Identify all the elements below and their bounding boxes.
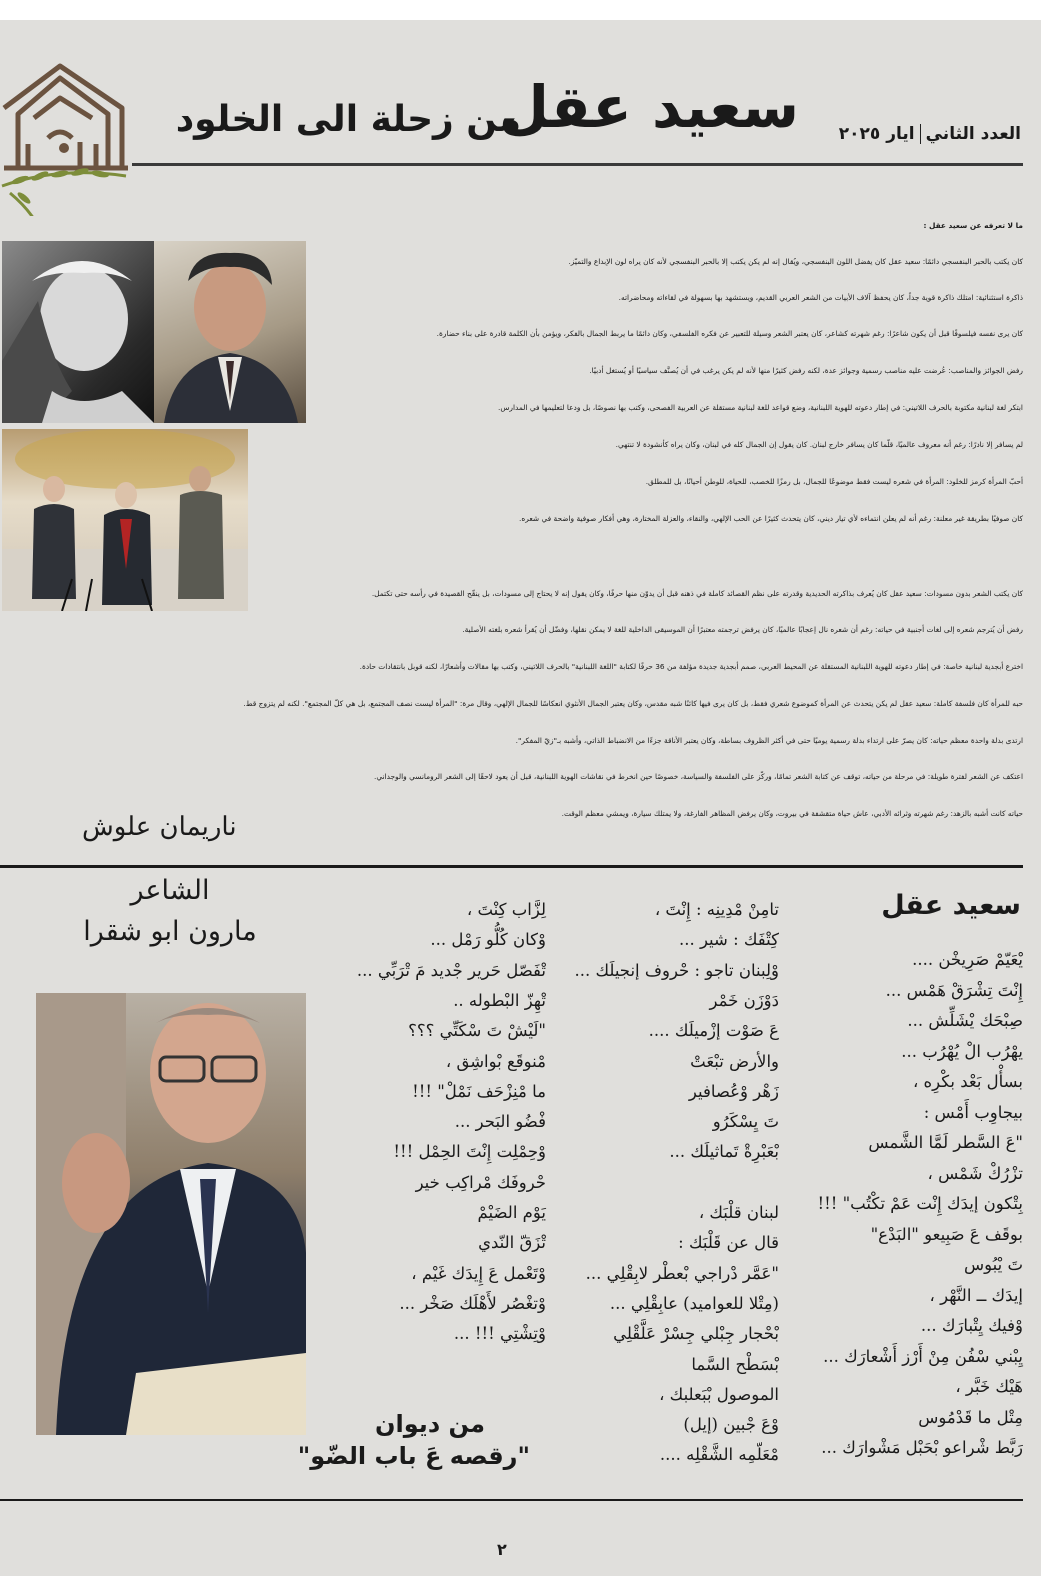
- poem-line: إِنْتَ تِشْرَقْ هَمْس ...: [885, 980, 1023, 1000]
- article-paragraph: ما لا تعرفه عن سعيد عقل :: [923, 221, 1023, 230]
- article-paragraph: كان صوفيًا بطريقة غير معلنة: رغم أنه لم يعلن انتماءه لأي تيار ديني، كان يتحدث كثيرًا عن الحب الإلهي، والنقاء، والعزلة المختارة، وهي أفكار صوفية واضحة في شعره.: [519, 514, 1023, 523]
- poem-line: بِتْكون إيدَك إِنْت عَمْ تكْتُب" !!!: [817, 1194, 1023, 1213]
- poem-line: تْهِزّ البْطوله ..: [453, 990, 546, 1010]
- poem-line: تزْرُكْ شَمْس ،: [927, 1163, 1023, 1183]
- poem-line: بسأْل بَعْد بكْرِه ،: [912, 1072, 1023, 1091]
- poem-line: لِزَّاب كِنْتَ ،: [466, 900, 546, 919]
- poem-line: عَ صَوْت إزْميلَك ....: [648, 1021, 779, 1041]
- poem-line: "عَمَّر دْراجي بْعطْر لابِقْلِي ...: [585, 1263, 779, 1283]
- page-number: ٢: [497, 1540, 507, 1559]
- magazine-logo: [0, 58, 132, 216]
- issue-info: [839, 124, 1021, 144]
- poem-line: بوقَف عَ صَبِيعو "البَدْع": [870, 1224, 1023, 1244]
- poem-line: مْعَلّمِه الشَّقْلِه ....: [659, 1445, 779, 1465]
- article-paragraph: حياته كانت أشبه بالزهد: رغم شهرته وثرائه الأدبي، عاش حياة متقشفة في بيروت، وكان يرفض المظاهر الفارغة، ولا يمتلك سيارة، ويمشي معظم الوقت.: [561, 809, 1023, 818]
- poem-line: وْعَ جْبين (إيل): [683, 1415, 779, 1435]
- poem-line: بْعَبْرِةْ تَماثيلَك ...: [669, 1142, 779, 1162]
- book-label-prefix: من ديوان: [375, 1410, 485, 1438]
- book-title: "رقصه عَ باب الضّو": [297, 1442, 530, 1470]
- header-rule: [132, 163, 1023, 166]
- poem-line: (مِتْلا للعواميد) عابِقْلِي ...: [609, 1293, 779, 1313]
- issue-number: العدد الثاني: [925, 124, 1021, 144]
- poem-line: تْفَصّل حَرير جْديد مَ تْرَبِّي ...: [356, 960, 546, 980]
- poem-line: بيجاوِب أَمْس :: [923, 1102, 1023, 1122]
- article-paragraph: ذاكرة استثنائية: امتلك ذاكرة قوية جداً، كان يحفظ آلاف الأبيات من الشعر العربي القديم، ويستشهد بها بسهولة في لقاءاته ومحاضراته.: [618, 293, 1023, 302]
- article-paragraph: كان يكتب الشعر بدون مسودات: سعيد عقل كان يُعرف بذاكرته الحديدية وقدرته على نظم القصائد كاملة في ذهنه قبل أن يدوّن منها حرفًا، وكان يقول إنه لا يحتاج إلى مسودات، بل ينقّح القصيدة في رأسه حتى تكتمل.: [371, 589, 1023, 598]
- poem-line: الموصول بْبَعلبك ،: [659, 1384, 779, 1404]
- article-paragraph: رفض الجوائز والمناصب: عُرضت عليه مناصب رسمية وجوائز عدة، لكنه رفض كثيرًا منها لأنه لم يكن يرغب في أن يُصنَّف سياسيًا أو يُستغل أدبيًا.: [589, 366, 1023, 375]
- poem-line: تْزَقّ النّدي: [478, 1233, 546, 1253]
- photo-said-akl-portrait-bw: [2, 241, 154, 423]
- poem-line: وْتَعْمل عَ إِيدَك غَيْم ،: [411, 1263, 546, 1283]
- poem-line: وْفيك يِتْبارَك ...: [920, 1316, 1023, 1335]
- article-paragraph: كان يكتب بالحبر البنفسجي دائمًا: سعيد عقل كان يفضل اللون البنفسجي، ويُقال إنه لم يكن يكتب إلا بالحبر البنفسجي لأنه كان يراه لون الإبداع والتميّز.: [568, 257, 1023, 266]
- poem-line: والأرض تبْعَتْ: [690, 1051, 779, 1071]
- poem-line: بْسَطْح السَّما: [691, 1354, 779, 1374]
- poet-label-heading: الشاعر: [130, 875, 210, 906]
- poem-line: قال عن قَلْبَك :: [678, 1233, 779, 1253]
- poem-line: ما مْنِزْحَف نَمْلْ" !!!: [412, 1081, 546, 1101]
- poem-line: مِتْل ما قَدْمُوس: [918, 1407, 1023, 1427]
- photo-said-akl-portrait-color: [154, 241, 306, 423]
- article-paragraph: حبه للمرأة كان فلسفة كاملة: سعيد عقل لم يكن يتحدث عن المرأة كموضوع شعري فقط، بل كان يرى فيها كائنًا شبه مقدس، وكان يعتبر الجمال الأنثوي انعكاسًا للجمال الإلهي، وقال مرة: "المرأة ليست نصف المجتمع، بل هي كلّ المجتمع". لكنه لم يتزوج قط.: [243, 699, 1023, 708]
- poem-line: حْروفَك مْراكِب خير: [415, 1172, 546, 1192]
- poem-line: "لَيْشْ تَ سْكَتِّي ؟؟؟: [408, 1021, 546, 1041]
- poem-line: تَ يْبُوس: [963, 1255, 1023, 1274]
- poem-line: يِبْني سْفُن مِنْ أَرْز أَشْعارَك ...: [823, 1346, 1023, 1366]
- poem-line: كِتْفَك : شير ...: [678, 930, 779, 950]
- article-paragraph: اخترع أبجدية لبنانية خاصة: في إطار دعوته للهوية اللبنانية المستقلة عن المحيط العربي، صمم أبجدية جديدة مؤلفة من 36 حرفًا لكتابة "اللغة اللبنانية" بالحرف اللاتيني، وكتب بها مقالات وأشعارًا، لكنه قوبل بانتقادات حادة.: [359, 662, 1023, 671]
- poem-line: رَبَّط شْراعو بْحَبْل مَشْوارَك ...: [821, 1438, 1023, 1457]
- poem-line: "عَ السَّطر لَمَّا الشَّمس: [868, 1133, 1023, 1152]
- poem-line: وْحِمْلِت إِنْتَ الحِمْل !!!: [393, 1142, 546, 1162]
- poem-line: تامِنْ مْدِينِه : إِنْتَ ،: [654, 900, 779, 919]
- poem-line: لبنان قلْبَك ،: [698, 1203, 779, 1222]
- poem-line: يْعَيّمْ صَرِيخْن ....: [912, 950, 1023, 969]
- article-paragraph: أحبّ المرأة كرمز للخلود: المرأة في شعره ليست فقط موضوعًا للجمال، بل رمزًا للخصب، للحياة، للوطن أحيانًا، بل للمطلق.: [645, 477, 1023, 486]
- poet-name-label: مارون ابو شقرا: [83, 916, 257, 947]
- poem-line: هَيْك خَبَّر ،: [955, 1377, 1023, 1396]
- headline-title: سعيد عقل: [498, 73, 799, 141]
- poem-line: إيدَك ــ النَّهْر ،: [929, 1285, 1023, 1305]
- poem-line: وْتِشْتِي !!! ...: [453, 1324, 546, 1344]
- photo-maroun-abou-chakra: [36, 993, 306, 1435]
- photo-press-conference: [2, 429, 248, 611]
- magazine-page: [0, 20, 1041, 1576]
- poem-line: تَ يِسْكَرُو: [712, 1112, 779, 1132]
- article-paragraph: كان يرى نفسه فيلسوفًا قبل أن يكون شاعرًا: رغم شهرته كشاعر، كان يعتبر الشعر وسيلة للتعبير عن فكره الفلسفي، وكان دائمًا ما يربط الجمال بالفكر، ويؤمن بأن الكلمة قادرة على بناء حضارة.: [436, 329, 1023, 338]
- article-author: ناريمان علوش: [82, 812, 237, 842]
- poem-line: بْحْجار جِبْلي جِسْرْ عَلَّقْلِي: [613, 1324, 779, 1344]
- article-paragraph: اعتكف عن الشعر لفترة طويلة: في مرحلة من حياته، توقف عن كتابة الشعر تمامًا، وركّز على الفلسفة والسياسة، خصوصًا حين انخرط في نقاشات الهوية اللبنانية، قبل أن يعود لاحقًا إلى الشعر الرومانسي والوجداني.: [373, 772, 1023, 781]
- poem-line: يهْرُب الْ يُهْرُب ...: [901, 1041, 1023, 1061]
- poem-title: سعيد عقل: [881, 890, 1021, 921]
- issue-date: ايار ٢٠٢٥: [838, 124, 915, 144]
- poem-line: مْنوقَع بْواشِق ،: [445, 1051, 546, 1071]
- poem-line: دَوْزَن خَمْر: [709, 990, 779, 1010]
- article-paragraph: رفض أن يُترجم شعره إلى لغات أجنبية في حياته: رغم أن شعره نال إعجابًا عالميًا، كان يرفض ترجمته معتبرًا أن الموسيقى الداخلية للغة لا يمكن نقلها، وفضّل أن يُقرأ شعره بلغته الأصلية.: [462, 625, 1023, 634]
- article-paragraph: ارتدى بدلة واحدة معظم حياته: كان يصرّ على ارتداء بدلة رسمية يوميًا حتى في أكثر الظروف بساطة، وكان يعتبر الأناقة جزءًا من الانضباط الذاتي، وأشبه بـ"زيّ المفكر".: [515, 736, 1023, 745]
- issue-divider: [920, 124, 921, 144]
- footer-rule: [0, 1499, 1023, 1501]
- poem-line: فْضُو البَحر ...: [454, 1112, 546, 1132]
- poem-line: وْلِبنان تاجو : حْروف إنجيلَك ...: [574, 960, 779, 980]
- headline-subtitle: من زحلة الى الخلود: [175, 99, 521, 140]
- poem-line: وْتغْصُر لأَهْلَك صَخْر ...: [399, 1293, 546, 1313]
- article-paragraph: لم يسافر إلا نادرًا: رغم أنه معروف عالميًا، قلّما كان يسافر خارج لبنان. كان يقول إن الجمال كله في لبنان، وكان يراه كأنشودة لا تنتهي.: [615, 440, 1023, 449]
- poem-line: وْكان كُلُّو رَمْل ...: [430, 930, 546, 950]
- article-paragraph: ابتكر لغة لبنانية مكتوبة بالحرف اللاتيني: في إطار دعوته للهوية اللبنانية، وضع قواعد للغة لبنانية مستقلة عن العربية الفصحى، وكتب بها نصوصًا، بل ودعا لتعليمها في المدارس.: [498, 403, 1023, 412]
- poem-line: صِبْحَك يْشَلِّش ...: [907, 1011, 1023, 1030]
- section-rule: [0, 865, 1023, 868]
- poem-line: زَهْر وْعُصافير: [688, 1081, 779, 1101]
- poem-line: يَوْم الضَيْمْ: [477, 1203, 546, 1222]
